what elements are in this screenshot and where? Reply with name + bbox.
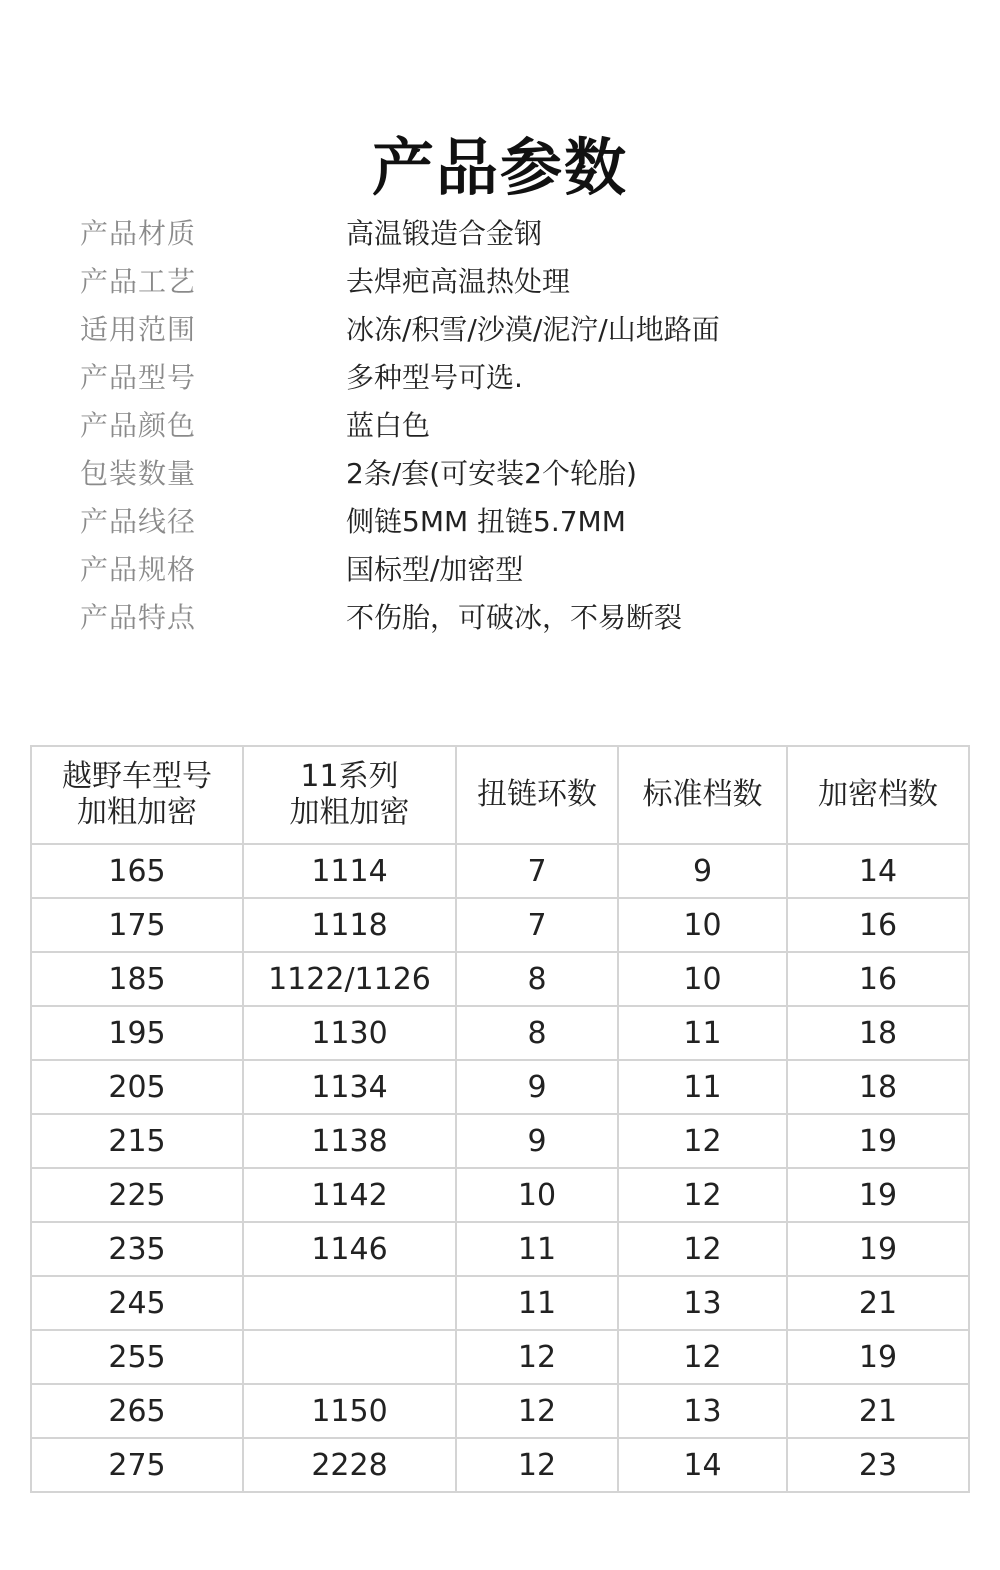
table-cell: 14 xyxy=(618,1438,787,1492)
table-cell: 18 xyxy=(787,1060,969,1114)
param-row-usage xyxy=(0,302,1000,350)
table-cell: 1122/1126 xyxy=(243,952,456,1006)
table-cell: 23 xyxy=(787,1438,969,1492)
table-cell: 9 xyxy=(456,1114,618,1168)
table-row xyxy=(31,1168,969,1222)
product-params-list xyxy=(0,206,1000,638)
table-cell: 19 xyxy=(787,1168,969,1222)
param-value: 2条/套(可安装2个轮胎) xyxy=(346,457,637,490)
table-cell: 1150 xyxy=(243,1384,456,1438)
header-line: 11系列 xyxy=(300,759,399,794)
param-row-wire xyxy=(0,494,1000,542)
header-standard-rungs xyxy=(618,746,787,844)
table-cell: 235 xyxy=(31,1222,243,1276)
table-cell: 1118 xyxy=(243,898,456,952)
param-row-process xyxy=(0,254,1000,302)
table-cell: 18 xyxy=(787,1006,969,1060)
table-cell: 13 xyxy=(618,1276,787,1330)
table-cell: 21 xyxy=(787,1276,969,1330)
header-model xyxy=(31,746,243,844)
table-cell: 12 xyxy=(456,1438,618,1492)
table-cell: 10 xyxy=(618,898,787,952)
table-cell: 8 xyxy=(456,952,618,1006)
param-row-material xyxy=(0,206,1000,254)
table-cell: 9 xyxy=(456,1060,618,1114)
table-row xyxy=(31,1330,969,1384)
table-cell: 1138 xyxy=(243,1114,456,1168)
table-cell xyxy=(243,1330,456,1384)
table-cell: 12 xyxy=(618,1114,787,1168)
table-cell: 19 xyxy=(787,1114,969,1168)
table-cell: 12 xyxy=(618,1168,787,1222)
table-cell: 215 xyxy=(31,1114,243,1168)
header-line: 加粗加密 xyxy=(289,795,410,830)
param-value: 不伤胎，可破冰，不易断裂 xyxy=(346,601,683,634)
table-cell: 265 xyxy=(31,1384,243,1438)
param-row-model xyxy=(0,350,1000,398)
table-cell: 1130 xyxy=(243,1006,456,1060)
header-series xyxy=(243,746,456,844)
param-row-package xyxy=(0,446,1000,494)
spec-table xyxy=(30,745,970,1493)
param-row-spec xyxy=(0,542,1000,590)
header-line: 标准档数 xyxy=(642,777,763,812)
table-cell: 245 xyxy=(31,1276,243,1330)
table-cell: 175 xyxy=(31,898,243,952)
table-cell: 275 xyxy=(31,1438,243,1492)
param-label: 产品型号 xyxy=(80,361,197,394)
param-label: 产品工艺 xyxy=(80,265,197,298)
table-cell: 12 xyxy=(456,1330,618,1384)
header-line: 越野车型号 xyxy=(62,759,212,794)
param-value: 冰冻/积雪/沙漠/泥泞/山地路面 xyxy=(346,313,720,346)
table-cell: 11 xyxy=(618,1006,787,1060)
table-cell: 11 xyxy=(618,1060,787,1114)
param-row-color xyxy=(0,398,1000,446)
table-row xyxy=(31,1222,969,1276)
param-label: 适用范围 xyxy=(80,313,197,346)
page-title: 产品参数 xyxy=(371,131,628,204)
table-cell: 10 xyxy=(456,1168,618,1222)
table-cell: 225 xyxy=(31,1168,243,1222)
table-row xyxy=(31,952,969,1006)
table-cell: 16 xyxy=(787,898,969,952)
param-label: 产品颜色 xyxy=(80,409,197,442)
header-dense-rungs xyxy=(787,746,969,844)
header-line: 加密档数 xyxy=(818,777,938,812)
table-cell: 8 xyxy=(456,1006,618,1060)
table-row xyxy=(31,1060,969,1114)
table-cell: 1146 xyxy=(243,1222,456,1276)
param-label: 产品特点 xyxy=(80,601,197,634)
table-cell: 19 xyxy=(787,1222,969,1276)
param-value: 侧链5MM 扭链5.7MM xyxy=(346,505,626,538)
table-cell: 13 xyxy=(618,1384,787,1438)
table-cell: 1142 xyxy=(243,1168,456,1222)
table-cell: 10 xyxy=(618,952,787,1006)
param-value: 国标型/加密型 xyxy=(346,553,524,586)
table-cell: 21 xyxy=(787,1384,969,1438)
table-cell: 195 xyxy=(31,1006,243,1060)
table-row xyxy=(31,844,969,898)
table-cell: 16 xyxy=(787,952,969,1006)
table-row xyxy=(31,1384,969,1438)
header-line: 扭链环数 xyxy=(477,777,597,812)
param-row-features xyxy=(0,590,1000,638)
param-label: 包装数量 xyxy=(80,457,197,490)
table-cell: 185 xyxy=(31,952,243,1006)
table-row xyxy=(31,1438,969,1492)
table-cell: 12 xyxy=(618,1330,787,1384)
param-value: 蓝白色 xyxy=(346,409,431,442)
table-cell: 7 xyxy=(456,898,618,952)
table-cell: 9 xyxy=(618,844,787,898)
table-cell: 2228 xyxy=(243,1438,456,1492)
table-row xyxy=(31,1276,969,1330)
table-cell: 165 xyxy=(31,844,243,898)
table-row xyxy=(31,898,969,952)
table-cell: 205 xyxy=(31,1060,243,1114)
table-cell: 14 xyxy=(787,844,969,898)
param-label: 产品规格 xyxy=(80,553,197,586)
param-label: 产品材质 xyxy=(80,217,197,250)
param-value: 多种型号可选. xyxy=(346,361,523,394)
table-cell: 11 xyxy=(456,1222,618,1276)
table-cell: 12 xyxy=(618,1222,787,1276)
table-row xyxy=(31,1114,969,1168)
table-header-row xyxy=(31,746,969,844)
table-cell xyxy=(243,1276,456,1330)
table-cell: 255 xyxy=(31,1330,243,1384)
table-cell: 1134 xyxy=(243,1060,456,1114)
param-value: 去焊疤高温热处理 xyxy=(346,265,571,298)
table-cell: 7 xyxy=(456,844,618,898)
table-cell: 12 xyxy=(456,1384,618,1438)
header-line: 加粗加密 xyxy=(77,795,197,830)
param-value: 高温锻造合金钢 xyxy=(346,217,543,250)
table-row xyxy=(31,1006,969,1060)
header-twist-rings xyxy=(456,746,618,844)
param-label: 产品线径 xyxy=(80,505,197,538)
table-cell: 1114 xyxy=(243,844,456,898)
table-cell: 11 xyxy=(456,1276,618,1330)
table-cell: 19 xyxy=(787,1330,969,1384)
